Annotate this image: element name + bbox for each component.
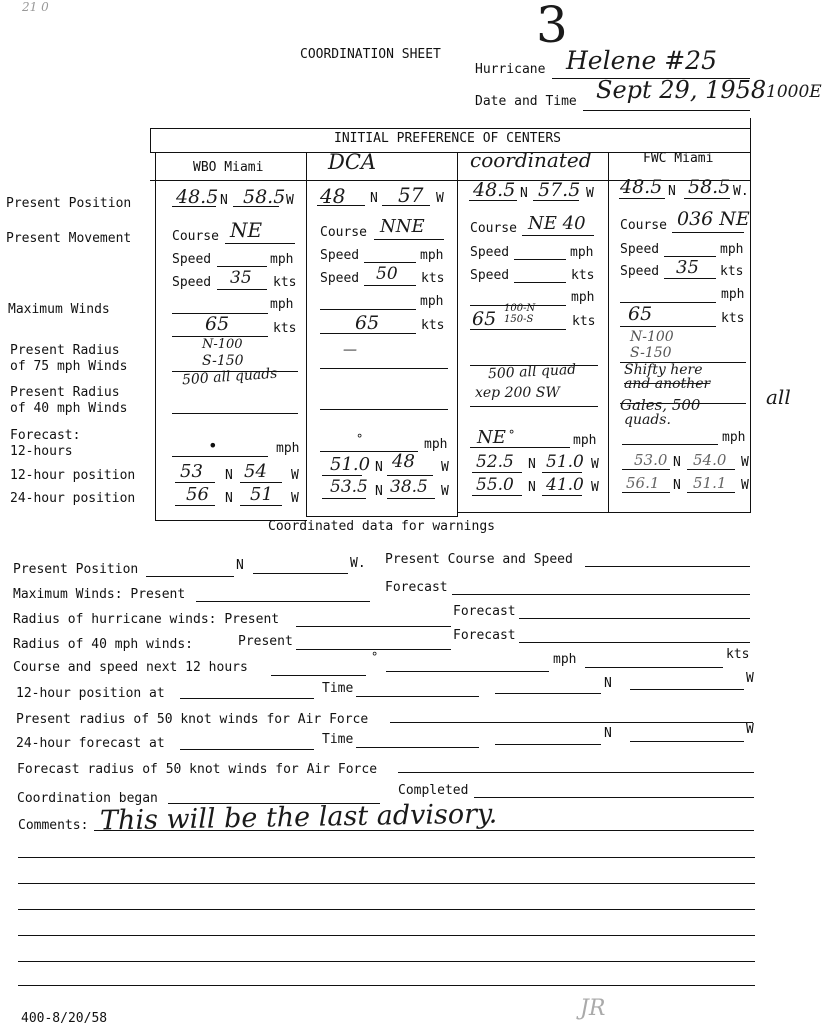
column-divider-2 (457, 152, 458, 517)
warnings-present-lon-field[interactable] (253, 573, 348, 574)
fwc-r40-note5: quads. (624, 412, 671, 428)
fwc-speed-kts-value: 35 (676, 257, 699, 278)
warnings-course-speed-label: Present Course and Speed (385, 552, 573, 567)
fwc-n-unit: N (668, 184, 676, 199)
coord-pos12-lat: 52.5 (476, 452, 514, 472)
warnings-pos12-time-field[interactable] (356, 696, 479, 697)
wbo-r75-south: S-150 (202, 353, 244, 369)
row-label-present-position: Present Position (6, 196, 132, 211)
dca-speed-kts-line (364, 285, 416, 286)
warnings-title: Coordinated data for warnings (268, 519, 495, 534)
fwc-pos24-lon-line (687, 492, 735, 493)
wbo-forecast-mph-unit: mph (276, 441, 300, 456)
table-bottom-right (457, 512, 751, 513)
warnings-course-next-dir-field[interactable] (271, 675, 366, 676)
coord-speed-mph-unit: mph (570, 245, 594, 260)
date-label: Date and Time (475, 94, 577, 109)
fwc-pos24-lon: 51.1 (693, 474, 727, 492)
row-label-maximum-winds: Maximum Winds (8, 302, 110, 317)
dca-pos12-lat: 51.0 (330, 454, 371, 475)
dca-speed-mph-unit: mph (420, 248, 444, 263)
coord-speed-kts-line (514, 282, 566, 283)
warnings-course-next-kts-field[interactable] (585, 667, 723, 668)
wbo-course-line (225, 243, 295, 244)
warnings-radius-hurricane-forecast-field[interactable] (519, 618, 750, 619)
warnings-radius-hurricane-field[interactable] (296, 626, 451, 627)
page-number: 3 (536, 0, 568, 54)
coord-pos12-w: W (591, 457, 599, 472)
wbo-pos24-lat: 56 (186, 484, 209, 505)
fwc-winds-kts-value: 65 (628, 303, 653, 325)
coord-w-unit: W (586, 186, 594, 201)
warnings-course-speed-field[interactable] (585, 566, 750, 567)
wbo-speed-kts-line (217, 289, 267, 290)
fwc-r40-note4: all (766, 385, 791, 409)
wbo-pos12-n: N (225, 468, 233, 483)
coord-r40-line1: 500 all quad (487, 361, 577, 383)
dca-course-label: Course (320, 225, 367, 240)
corner-marks: 21 0 (22, 0, 49, 14)
fwc-lon-line (684, 198, 730, 199)
wbo-pos24-w: W (291, 491, 299, 506)
warnings-max-winds-label: Maximum Winds: Present (13, 587, 186, 602)
fwc-speed-mph-label: Speed (620, 242, 660, 257)
coord-winds-note-south: 150-S (504, 314, 534, 325)
dca-course-value: NNE (380, 216, 425, 237)
warnings-max-winds-field[interactable] (196, 601, 370, 602)
dca-pos24-lon: 38.5 (390, 477, 428, 497)
wbo-speed-kts-unit: kts (273, 275, 297, 290)
warnings-present-position-label: Present Position (13, 562, 139, 577)
coord-speed-kts-label: Speed (470, 268, 510, 283)
table-left-border-top (150, 128, 151, 153)
coord-speed-mph-label: Speed (470, 245, 510, 260)
warnings-pos24-date-field[interactable] (180, 749, 314, 750)
hurricane-value: Helene #25 (566, 46, 717, 75)
coord-forecast-dir: NE (477, 427, 506, 448)
row-label-forecast-line1: Forecast: (10, 428, 81, 443)
fwc-pos12-lon: 54.0 (693, 451, 727, 469)
wbo-n-unit: N (220, 193, 228, 208)
wbo-winds-kts-value: 65 (205, 313, 230, 335)
comments-line-7[interactable] (18, 985, 755, 986)
fwc-pos24-lat-line (622, 492, 670, 493)
comments-line-6[interactable] (18, 961, 755, 962)
wbo-pos12-lon-line (240, 482, 282, 483)
fwc-pos12-lat: 53.0 (634, 451, 668, 469)
fwc-speed-kts-line (664, 278, 716, 279)
fwc-forecast-line (622, 444, 718, 445)
wbo-speed-mph-line (217, 266, 267, 267)
wbo-speed-kts-value: 35 (230, 268, 252, 288)
dca-winds-kts-value: 65 (355, 312, 380, 334)
row-label-radius-40-line2: of 40 mph Winds (10, 401, 128, 416)
warnings-coord-began-label: Coordination began (17, 791, 158, 806)
dca-r75-line (320, 368, 448, 369)
row-label-radius-75-line2: of 75 mph Winds (10, 359, 128, 374)
fwc-lon-value: 58.5 (688, 176, 731, 198)
fwc-pos24-w: W (741, 478, 749, 493)
row-label-radius-75-line1: Present Radius (10, 343, 120, 358)
dca-pos12-lon: 48 (392, 451, 415, 472)
warnings-radius-hurricane-forecast-label: Forecast (453, 604, 516, 619)
comments-line-5[interactable] (18, 935, 755, 936)
warnings-course-next-label: Course and speed next 12 hours (13, 660, 248, 675)
dca-n-unit: N (370, 191, 378, 206)
table-bottom-mid (306, 516, 458, 517)
warnings-completed-label: Completed (398, 783, 469, 798)
fwc-pos12-w: W (741, 455, 749, 470)
dca-forecast-deg: ° (356, 432, 364, 446)
dca-forecast-mph-unit: mph (424, 437, 448, 452)
dca-winds-kts-unit: kts (421, 318, 445, 333)
column-divider-3 (608, 152, 609, 512)
time-value: 1000E (766, 82, 822, 102)
dca-pos24-lat-line (322, 498, 366, 499)
column-header-coordinated: coordinated (470, 148, 592, 172)
fwc-r40-note2: and another (624, 376, 711, 392)
warnings-pos24-lon-field[interactable] (630, 741, 744, 742)
coord-course-value: NE 40 (528, 213, 586, 234)
dca-pos24-lat: 53.5 (330, 477, 368, 497)
warnings-n-label: N (236, 558, 244, 573)
warnings-radius-40-present-label: Present (238, 634, 293, 649)
coord-pos12-lon-line (542, 472, 582, 473)
warnings-course-next-mph-field[interactable] (386, 671, 549, 672)
fwc-w-unit: W. (733, 184, 749, 199)
coord-pos24-lat: 55.0 (476, 475, 514, 495)
warnings-pos12-label: 12-hour position at (16, 686, 165, 701)
dca-pos12-n: N (375, 460, 383, 475)
wbo-lon-value: 58.5 (243, 186, 286, 208)
sheet-title: COORDINATION SHEET (300, 47, 441, 62)
wbo-forecast-line (172, 456, 268, 457)
fwc-r40-note1: Shifty here (624, 362, 703, 378)
coord-forecast-deg: ° (508, 428, 516, 442)
coord-pos24-lat-line (472, 495, 522, 496)
row-label-12-hour-position: 12-hour position (10, 468, 136, 483)
wbo-pos24-lon-line (240, 505, 282, 506)
dca-winds-mph-line (320, 309, 416, 310)
fwc-r75-north: N-100 (630, 329, 674, 345)
warnings-pos24-time-label: Time (322, 732, 354, 747)
column-header-dca: DCA (328, 150, 377, 174)
dca-pos12-lat-line (322, 475, 362, 476)
coord-r40-line2: xep 200 SW (475, 385, 560, 401)
dca-speed-mph-label: Speed (320, 248, 360, 263)
coord-speed-kts-unit: kts (571, 268, 595, 283)
warnings-pos12-w-label: W (746, 671, 754, 686)
table-title: INITIAL PREFERENCE OF CENTERS (334, 131, 561, 146)
wbo-course-label: Course (172, 229, 219, 244)
wbo-r75-all-quads: 500 all quads (181, 365, 278, 389)
dca-pos12-w: W (441, 460, 449, 475)
wbo-pos24-n: N (225, 491, 233, 506)
coord-winds-mph-unit: mph (571, 290, 595, 305)
wbo-pos12-lat-line (175, 482, 215, 483)
warnings-radius50-present-field[interactable] (390, 722, 753, 723)
coord-forecast-mph-unit: mph (573, 433, 597, 448)
wbo-pos24-lon: 51 (250, 484, 273, 505)
fwc-winds-kts-line (620, 326, 716, 327)
wbo-pos24-lat-line (175, 505, 215, 506)
coord-pos24-w: W (591, 480, 599, 495)
coord-lat-value: 48.5 (473, 179, 516, 201)
coord-lon-value: 57.5 (538, 179, 581, 201)
fwc-r40-note3: Gales, 500 (620, 396, 701, 414)
wbo-forecast-dir: • (208, 436, 218, 455)
wbo-r75-north: N-100 (202, 337, 243, 352)
fwc-course-value: 036 NE (677, 208, 750, 230)
dca-pos24-n: N (375, 484, 383, 499)
fwc-pos24-n: N (673, 478, 681, 493)
wbo-course-value: NE (230, 218, 263, 242)
fwc-course-line (672, 232, 744, 233)
dca-pos24-lon-line (387, 498, 435, 499)
warnings-w-label: W. (350, 556, 366, 571)
warnings-radius50-forecast-field[interactable] (398, 772, 754, 773)
warnings-radius50-present-label: Present radius of 50 knot winds for Air Force (16, 712, 369, 727)
warnings-pos24-n-label: N (604, 726, 612, 741)
warnings-course-next-mph-label: mph (553, 652, 577, 667)
coord-pos24-lon: 41.0 (546, 475, 584, 495)
warnings-pos24-lat-field[interactable] (495, 744, 601, 745)
fwc-r75-south: S-150 (630, 345, 672, 361)
warnings-pos12-date-field[interactable] (180, 698, 314, 699)
fwc-winds-mph-unit: mph (721, 287, 745, 302)
coord-speed-mph-line (514, 259, 566, 260)
wbo-pos12-lon: 54 (244, 461, 267, 482)
dca-r40-line (320, 409, 448, 410)
fwc-lat-value: 48.5 (620, 176, 663, 198)
coord-pos24-n: N (528, 480, 536, 495)
warnings-completed-field[interactable] (474, 797, 754, 798)
coord-pos24-lon-line (542, 495, 582, 496)
date-value: Sept 29, 1958 (596, 76, 767, 104)
comments-line-4[interactable] (18, 909, 755, 910)
column-header-wbo: WBO Miami (193, 160, 264, 175)
column-header-fwc: FWC Miami (643, 151, 714, 166)
coord-course-line (522, 235, 594, 236)
row-label-forecast-line2: 12-hours (10, 444, 73, 459)
dca-pos12-lon-line (387, 475, 433, 476)
warnings-pos12-time-label: Time (322, 681, 354, 696)
warnings-pos24-w-label: W (746, 722, 754, 737)
warnings-pos12-lon-field[interactable] (630, 689, 744, 690)
fwc-speed-kts-unit: kts (720, 264, 744, 279)
warnings-pos24-time-field[interactable] (356, 747, 479, 748)
coord-winds-kts-unit: kts (572, 314, 596, 329)
warnings-radius-hurricane-label: Radius of hurricane winds: Present (13, 612, 280, 627)
fwc-speed-mph-unit: mph (720, 242, 744, 257)
row-label-present-movement: Present Movement (6, 231, 132, 246)
comments-line-3[interactable] (18, 883, 755, 884)
dca-speed-kts-unit: kts (421, 271, 445, 286)
comments-line-2[interactable] (18, 857, 755, 858)
hurricane-label: Hurricane (475, 62, 546, 77)
wbo-pos12-w: W (291, 468, 299, 483)
warnings-radius-40-forecast-label: Forecast (453, 628, 516, 643)
wbo-winds-mph-unit: mph (270, 297, 294, 312)
warnings-pos12-n-label: N (604, 676, 612, 691)
wbo-r40-line (172, 413, 298, 414)
table-right-border (750, 118, 751, 512)
coord-pos12-lon: 51.0 (546, 452, 584, 472)
table-left-border (155, 153, 156, 521)
fwc-winds-kts-unit: kts (721, 311, 745, 326)
wbo-pos12-lat: 53 (180, 461, 203, 482)
fwc-pos12-lon-line (687, 469, 735, 470)
warnings-radius-40-label: Radius of 40 mph winds: (13, 637, 194, 652)
wbo-lat-value: 48.5 (176, 186, 219, 208)
fwc-pos12-n: N (673, 455, 681, 470)
fwc-pos12-lat-line (622, 469, 670, 470)
form-id: 400-8/20/58 (21, 1011, 108, 1026)
fwc-forecast-mph-unit: mph (722, 430, 746, 445)
warnings-radius50-forecast-label: Forecast radius of 50 knot winds for Air Force (17, 762, 378, 777)
fwc-lat-line (619, 198, 665, 199)
dca-speed-kts-label: Speed (320, 271, 360, 286)
fwc-speed-kts-label: Speed (620, 264, 660, 279)
warnings-pos24-label: 24-hour forecast at (16, 736, 165, 751)
coord-pos12-n: N (528, 457, 536, 472)
wbo-speed-mph-label: Speed (172, 252, 212, 267)
wbo-speed-mph-unit: mph (270, 252, 294, 267)
warnings-course-next-deg: ° (371, 650, 379, 664)
warnings-present-lat-field[interactable] (146, 576, 234, 577)
dca-lat-value: 48 (320, 184, 346, 208)
warnings-pos12-lat-field[interactable] (495, 693, 601, 694)
fwc-pos24-lat: 56.1 (626, 474, 660, 492)
dca-r75-dash: — (343, 342, 357, 358)
coord-pos12-lat-line (472, 472, 522, 473)
coord-winds-note-north: 100-N (504, 303, 536, 314)
row-label-radius-40-line1: Present Radius (10, 385, 120, 400)
dca-pos24-w: W (441, 484, 449, 499)
coord-course-label: Course (470, 221, 517, 236)
warnings-max-winds-forecast-label: Forecast (385, 580, 448, 595)
wbo-winds-kts-unit: kts (273, 321, 297, 336)
fwc-course-label: Course (620, 218, 667, 233)
wbo-speed-kts-label: Speed (172, 275, 212, 290)
coord-winds-kts-value: 65 (472, 308, 497, 330)
date-field-line (583, 110, 750, 111)
table-top-border (150, 128, 750, 129)
dca-winds-mph-unit: mph (420, 294, 444, 309)
row-label-24-hour-position: 24-hour position (10, 491, 136, 506)
warnings-radius-40-forecast-field[interactable] (519, 642, 750, 643)
column-divider-1 (306, 152, 307, 517)
dca-speed-mph-line (364, 262, 416, 263)
wbo-w-unit: W (286, 193, 294, 208)
warnings-max-winds-forecast-field[interactable] (452, 594, 750, 595)
dca-course-line (374, 239, 444, 240)
dca-w-unit: W (436, 191, 444, 206)
warnings-comments-label: Comments: (18, 818, 89, 833)
dca-speed-kts-value: 50 (376, 264, 398, 284)
comments-value: This will be the last advisory. (99, 798, 498, 837)
coord-r40-line (470, 406, 598, 407)
initials-signature: JR (580, 996, 606, 1021)
dca-lon-value: 57 (398, 183, 424, 207)
warnings-course-next-kts-label: kts (726, 647, 750, 662)
coord-n-unit: N (520, 186, 528, 201)
